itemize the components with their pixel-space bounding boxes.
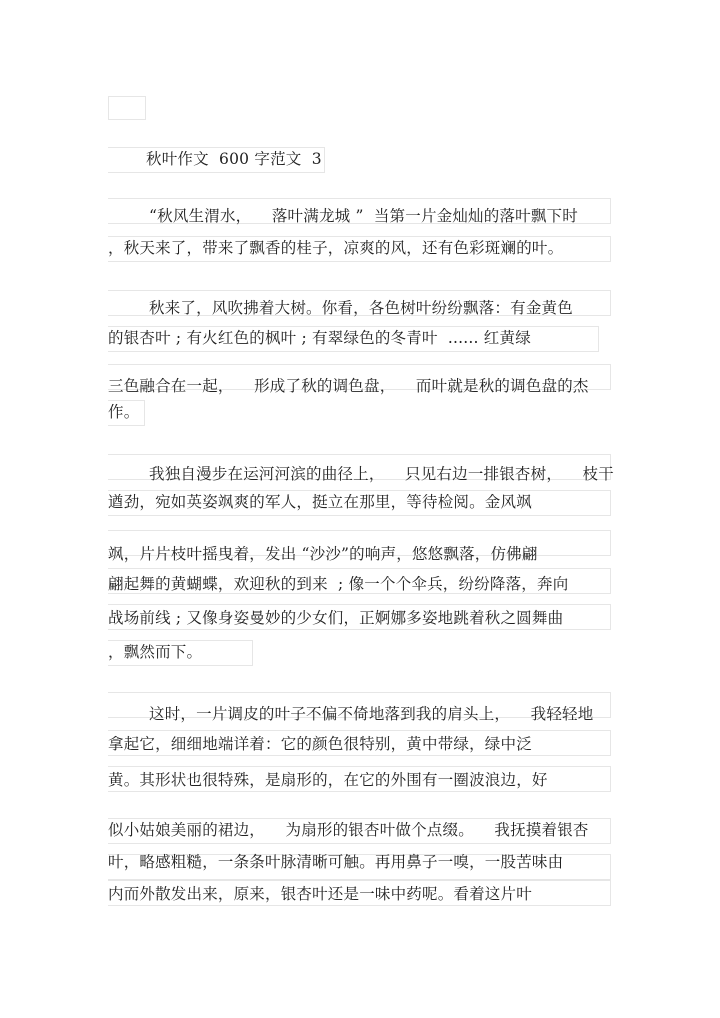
text-line: 我独自漫步在运河河滨的曲径上， 只见右边一排银杏树， 枝干 bbox=[108, 465, 614, 483]
text-line: ，飘然而下。 bbox=[108, 643, 203, 661]
text-line: 的银杏叶 ; 有火红色的枫叶 ; 有翠绿色的冬青叶 ...... 红黄绿 bbox=[108, 329, 531, 347]
text-line: 似小姑娘美丽的裙边， 为扇形的银杏叶做个点缀。 我抚摸着银杏 bbox=[108, 821, 589, 839]
text-line: 这时，一片调皮的叶子不偏不倚地落到我的肩头上， 我轻轻地 bbox=[108, 705, 594, 723]
text-line: 秋来了，风吹拂着大树。你看，各色树叶纷纷飘落：有金黄色 bbox=[108, 299, 573, 317]
text-line: 三色融合在一起， 形成了秋的调色盘， 而叶就是秋的调色盘的杰 bbox=[108, 377, 589, 395]
text-line: 遒劲，宛如英姿飒爽的军人，挺立在那里，等待检阅。金风飒 bbox=[108, 493, 532, 511]
scan-box bbox=[108, 96, 146, 120]
text-line: “秋风生渭水， 落叶满龙城 ” 当第一片金灿灿的落叶飘下时 bbox=[108, 207, 578, 225]
text-line: 翩起舞的黄蝴蝶，欢迎秋的到来 ; 像一个个伞兵，纷纷降落，奔向 bbox=[108, 575, 569, 593]
text-line: 战场前线 ; 又像身姿曼妙的少女们，正婀娜多姿地跳着秋之圆舞曲 bbox=[108, 609, 564, 627]
text-line: ，秋天来了，带来了飘香的桂子，凉爽的风，还有色彩斑斓的叶。 bbox=[108, 239, 564, 257]
text-line: 叶，略感粗糙，一条条叶脉清晰可触。再用鼻子一嗅，一股苦味由 bbox=[108, 853, 564, 871]
page-title: 秋叶作文 600 字范文 3 bbox=[146, 150, 322, 168]
text-line: 黄。其形状也很特殊，是扇形的，在它的外围有一圈波浪边，好 bbox=[108, 771, 548, 789]
text-line: 内而外散发出来，原来，银杏叶还是一味中药呢。看着这片叶 bbox=[108, 885, 532, 903]
text-line: 作。 bbox=[108, 403, 140, 421]
text-line: 拿起它，细细地端详着：它的颜色很特别，黄中带绿，绿中泛 bbox=[108, 735, 532, 753]
text-line: 飒，片片枝叶摇曳着，发出 “沙沙”的响声，悠悠飘落，仿佛翩 bbox=[108, 545, 538, 563]
